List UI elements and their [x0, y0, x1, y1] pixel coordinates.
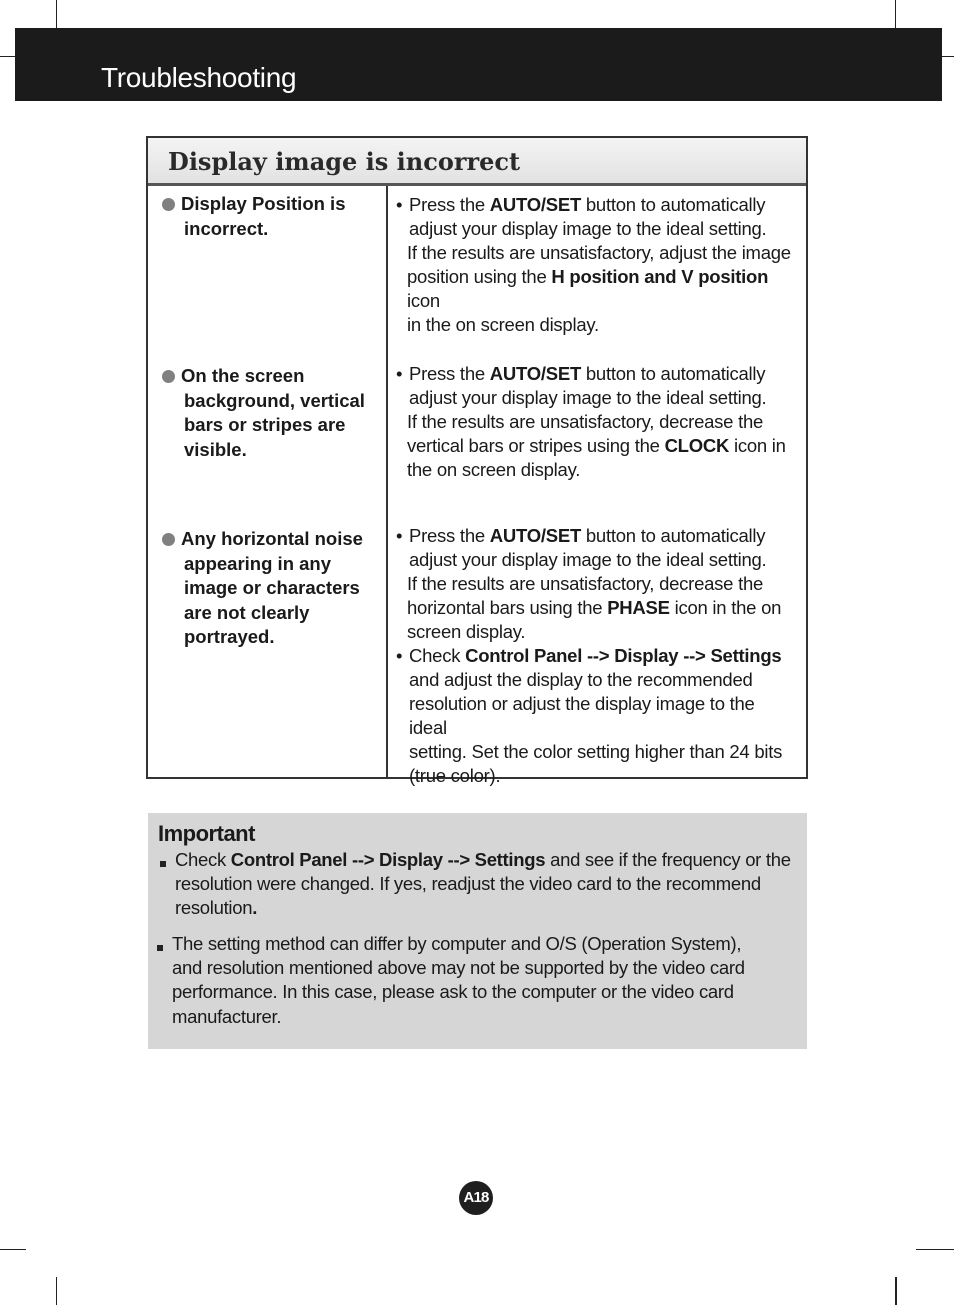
important-item: [175, 848, 800, 921]
solution-line: [409, 644, 796, 668]
problem-text: Display Position is: [181, 193, 346, 214]
crop-mark: [56, 0, 57, 28]
text-segment: If the results are unsatisfactory, adjust the image: [407, 242, 791, 263]
text-segment: the on screen display.: [407, 459, 581, 480]
problem-text: appearing in any: [184, 552, 332, 574]
solution-item: [396, 362, 796, 410]
problem-cell: [162, 527, 377, 650]
emphasis-text: .: [252, 897, 258, 919]
text-segment: position using the: [407, 266, 552, 287]
emphasis-text: AUTO/SET: [489, 525, 581, 546]
text-segment: button to automatically: [581, 194, 766, 215]
emphasis-text: AUTO/SET: [489, 194, 581, 215]
text-segment: button to automatically: [581, 363, 766, 384]
solution-line: resolution or adjust the display image to the ideal: [409, 693, 755, 738]
emphasis-text: Control Panel --> Display --> Settings: [465, 645, 782, 666]
bullet-icon: •: [396, 645, 403, 666]
solution-cell: [396, 362, 796, 482]
important-title: Important: [158, 821, 255, 846]
important-line: [175, 872, 800, 896]
bullet-icon: •: [396, 363, 403, 384]
bullet-icon: •: [396, 525, 403, 546]
important-line: [172, 980, 797, 1004]
important-line: [175, 848, 800, 872]
crop-mark: [916, 1249, 954, 1250]
problem-text: are not clearly: [184, 601, 310, 623]
problem-text: On the screen: [181, 365, 305, 386]
crop-mark: [895, 1277, 897, 1305]
text-segment: horizontal bars using the: [407, 597, 608, 618]
solution-line: [396, 241, 796, 265]
text-segment: If the results are unsatisfactory, decrease the: [407, 573, 764, 594]
crop-mark: [895, 0, 896, 28]
page-number-badge: A18: [459, 1181, 493, 1215]
solution-line: [409, 193, 796, 217]
solution-line: [396, 265, 796, 313]
text-segment: icon in: [729, 435, 786, 456]
solution-line: [396, 458, 796, 482]
text-segment: and resolution mentioned above may not be supported by the video card: [172, 957, 745, 979]
crop-mark: [56, 1277, 57, 1305]
text-segment: icon: [407, 290, 440, 311]
problem-cell: [162, 364, 377, 462]
problem-text: image or characters: [184, 577, 360, 598]
emphasis-text: H position and V position: [551, 266, 769, 287]
solution-cell: [396, 193, 796, 337]
important-line: [172, 1005, 797, 1029]
text-segment: The setting method can differ by computer and O/S (Operation System),: [172, 933, 742, 954]
crop-mark: [0, 1249, 26, 1250]
text-segment: icon in the on: [669, 597, 782, 618]
solution-line: [396, 572, 796, 596]
solution-line: adjust your display image to the ideal setting.: [409, 549, 767, 570]
text-segment: button to automatically: [581, 525, 766, 546]
solution-item: [396, 524, 796, 572]
problem-text: bars or stripes are: [184, 414, 346, 435]
text-segment: vertical bars or stripes using the: [407, 435, 665, 456]
crop-mark: [942, 56, 954, 57]
text-segment: and see if the frequency or the: [545, 849, 791, 870]
text-segment: resolution: [175, 897, 253, 919]
solution-line: and adjust the display to the recommended: [409, 669, 753, 690]
bullet-icon: •: [396, 194, 403, 215]
crop-mark: [0, 56, 15, 57]
text-segment: If the results are unsatisfactory, decrease the: [407, 411, 764, 432]
problem-text: Any horizontal noise: [181, 528, 363, 549]
important-item: [172, 932, 797, 1029]
important-line: [172, 932, 797, 956]
important-line: [172, 956, 797, 980]
text-segment: Press the: [409, 194, 490, 215]
text-segment: Press the: [409, 363, 490, 384]
table-header: [148, 138, 806, 186]
text-segment: Check: [409, 645, 466, 666]
emphasis-text: PHASE: [607, 597, 670, 618]
troubleshooting-table: [146, 136, 808, 786]
solution-line: [396, 313, 796, 337]
problem-text: visible.: [184, 438, 247, 460]
problem-text: background, vertical: [184, 389, 365, 411]
bullet-dot-icon: [162, 533, 175, 546]
solution-line: adjust your display image to the ideal setting.: [409, 218, 767, 239]
solution-item: [396, 644, 796, 788]
important-box: [148, 813, 807, 1049]
text-segment: manufacturer.: [172, 1005, 282, 1027]
text-segment: Check: [175, 849, 231, 870]
solution-line: [409, 362, 796, 386]
emphasis-text: Control Panel --> Display --> Settings: [230, 849, 546, 870]
solution-cell: [396, 524, 796, 788]
solution-line: [396, 410, 796, 434]
table-title: Display image is incorrect: [168, 147, 521, 176]
text-segment: performance. In this case, please ask to the computer or the video card: [172, 981, 734, 1003]
text-segment: screen display.: [407, 621, 526, 642]
bullet-dot-icon: [162, 198, 175, 211]
text-segment: Press the: [409, 525, 490, 546]
problem-cell: [162, 192, 377, 241]
important-line: [175, 896, 800, 920]
solution-line: (true color).: [409, 765, 501, 786]
emphasis-text: CLOCK: [664, 435, 730, 456]
solution-line: setting. Set the color setting higher than 24 bits: [409, 741, 783, 762]
column-divider: [386, 186, 388, 777]
square-bullet-icon: [157, 945, 163, 951]
emphasis-text: AUTO/SET: [489, 363, 581, 384]
solution-line: [409, 524, 796, 548]
bullet-dot-icon: [162, 370, 175, 383]
solution-line: adjust your display image to the ideal setting.: [409, 387, 767, 408]
problem-text: incorrect.: [184, 217, 269, 239]
text-segment: in the on screen display.: [407, 314, 599, 335]
text-segment: resolution were changed. If yes, readjust the video card to the recommend: [175, 873, 761, 895]
page-title: Troubleshooting: [101, 62, 297, 93]
solution-line: [396, 596, 796, 620]
square-bullet-icon: [160, 861, 166, 867]
solution-line: [396, 434, 796, 458]
problem-text: portrayed.: [184, 626, 275, 647]
solution-item: [396, 193, 796, 241]
solution-line: [396, 620, 796, 644]
